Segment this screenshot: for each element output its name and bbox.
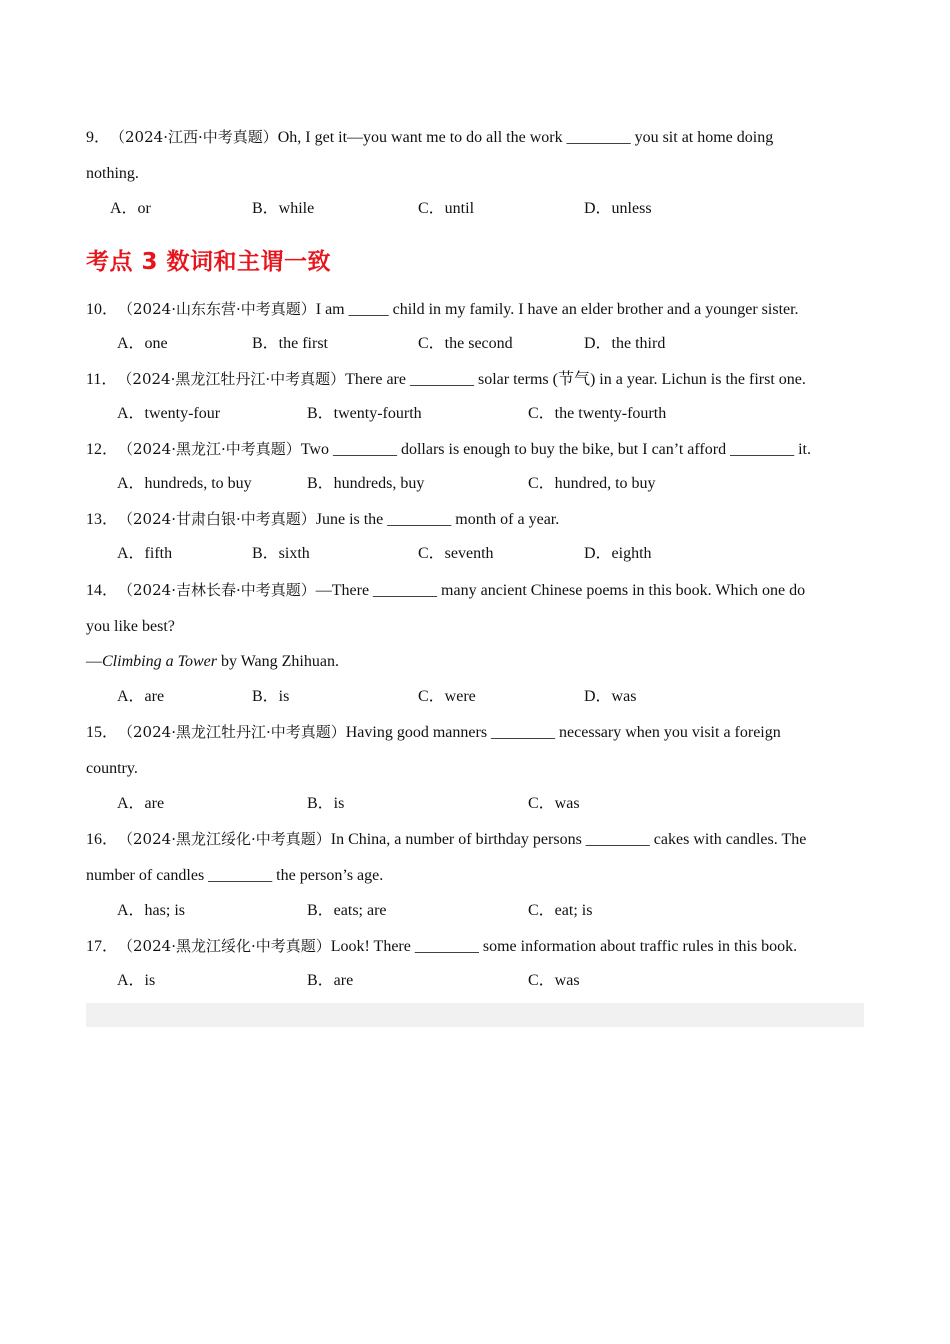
option-b: B．twenty-fourth (307, 405, 422, 422)
question-15 (86, 722, 781, 743)
question-9 (86, 127, 773, 148)
option-b: B．hundreds, buy (307, 475, 425, 492)
option-c: C．were (418, 688, 476, 705)
question-source: （2024·江西·中考真题） (110, 128, 278, 146)
question-text: Having good manners ________ necessary when you visit a foreign (345, 724, 781, 741)
option-b: B．is (307, 795, 345, 812)
option-d: D．the third (584, 335, 666, 352)
option-a: A．or (110, 200, 151, 217)
question-16-options (86, 901, 864, 921)
question-13-options (86, 544, 864, 564)
option-b: B．eats; are (307, 902, 387, 919)
question-number: 14． (86, 582, 119, 599)
option-a: A．are (117, 795, 165, 812)
question-source: （2024·黑龙江绥化·中考真题） (118, 830, 331, 848)
option-b: B．is (252, 688, 290, 705)
section-heading: 考点 3 数词和主谓一致 (86, 249, 332, 275)
option-c: C．was (528, 795, 580, 812)
option-c: C．until (418, 200, 475, 217)
footer-shade-bar (86, 1003, 864, 1027)
reply-dash: — (86, 653, 102, 670)
question-source: （2024·山东东营·中考真题） (118, 300, 316, 318)
question-11-options (86, 404, 864, 424)
option-b: B．while (252, 200, 315, 217)
option-a: A．one (117, 335, 168, 352)
reply-rest: by Wang Zhihuan. (217, 653, 339, 670)
option-d: D．unless (584, 200, 652, 217)
question-16-text-cont: number of candles ________ the person’s age. (86, 867, 384, 884)
question-9-text-cont: nothing. (86, 165, 139, 182)
question-number: 9． (86, 129, 111, 146)
question-11 (86, 369, 806, 390)
question-15-options (86, 794, 864, 814)
question-source: （2024·黑龙江牡丹江·中考真题） (117, 370, 346, 388)
question-17-options (86, 971, 864, 991)
question-14-reply (86, 652, 339, 672)
question-source: （2024·黑龙江·中考真题） (118, 440, 301, 458)
question-number: 15． (86, 724, 119, 741)
question-10-options (86, 334, 864, 354)
question-text: There are ________ solar terms (节气) in a year. Lichun is the first one. (345, 371, 806, 388)
question-text: In China, a number of birthday persons ________ cakes with candles. The (330, 831, 807, 848)
question-text: Oh, I get it—you want me to do all the work ________ you sit at home doing (277, 129, 774, 146)
option-c: C．seventh (418, 545, 494, 562)
option-a: A．hundreds, to buy (117, 475, 252, 492)
option-b: B．sixth (252, 545, 310, 562)
question-source: （2024·吉林长春·中考真题） (118, 581, 316, 599)
option-b: B．are (307, 972, 354, 989)
question-17 (86, 936, 797, 957)
question-number: 17． (86, 938, 119, 955)
option-a: A．fifth (117, 545, 173, 562)
question-15-text-cont: country. (86, 760, 138, 777)
question-source: （2024·黑龙江绥化·中考真题） (118, 937, 331, 955)
question-number: 13． (86, 511, 119, 528)
question-14-options (86, 687, 864, 707)
question-text: I am _____ child in my family. I have an elder brother and a younger sister. (315, 301, 799, 318)
option-a: A．has; is (117, 902, 186, 919)
reply-title: Climbing a Tower (102, 653, 217, 670)
question-text: —There ________ many ancient Chinese poems in this book. Which one do (315, 582, 806, 599)
question-number: 12． (86, 441, 119, 458)
option-c: C．the twenty-fourth (528, 405, 667, 422)
question-14-text-cont: you like best? (86, 618, 175, 635)
question-text: June is the ________ month of a year. (315, 511, 560, 528)
question-number: 10． (86, 301, 119, 318)
option-b: B．the first (252, 335, 328, 352)
question-source: （2024·甘肃白银·中考真题） (118, 510, 316, 528)
question-12-options (86, 474, 864, 494)
option-c: C．the second (418, 335, 513, 352)
option-a: A．is (117, 972, 156, 989)
question-source: （2024·黑龙江牡丹江·中考真题） (118, 723, 346, 741)
option-a: A．twenty-four (117, 405, 221, 422)
option-d: D．was (584, 688, 637, 705)
question-10 (86, 299, 799, 320)
question-text: Two ________ dollars is enough to buy the bike, but I can’t afford ________ it. (300, 441, 811, 458)
option-a: A．are (117, 688, 165, 705)
option-d: D．eighth (584, 545, 652, 562)
question-12 (86, 439, 811, 460)
question-13 (86, 509, 559, 530)
option-c: C．hundred, to buy (528, 475, 656, 492)
question-9-options (86, 199, 864, 219)
question-number: 11． (86, 371, 118, 388)
option-c: C．eat; is (528, 902, 593, 919)
question-number: 16． (86, 831, 119, 848)
question-16 (86, 829, 806, 850)
option-c: C．was (528, 972, 580, 989)
question-text: Look! There ________ some information about traffic rules in this book. (330, 938, 798, 955)
question-14 (86, 580, 805, 601)
